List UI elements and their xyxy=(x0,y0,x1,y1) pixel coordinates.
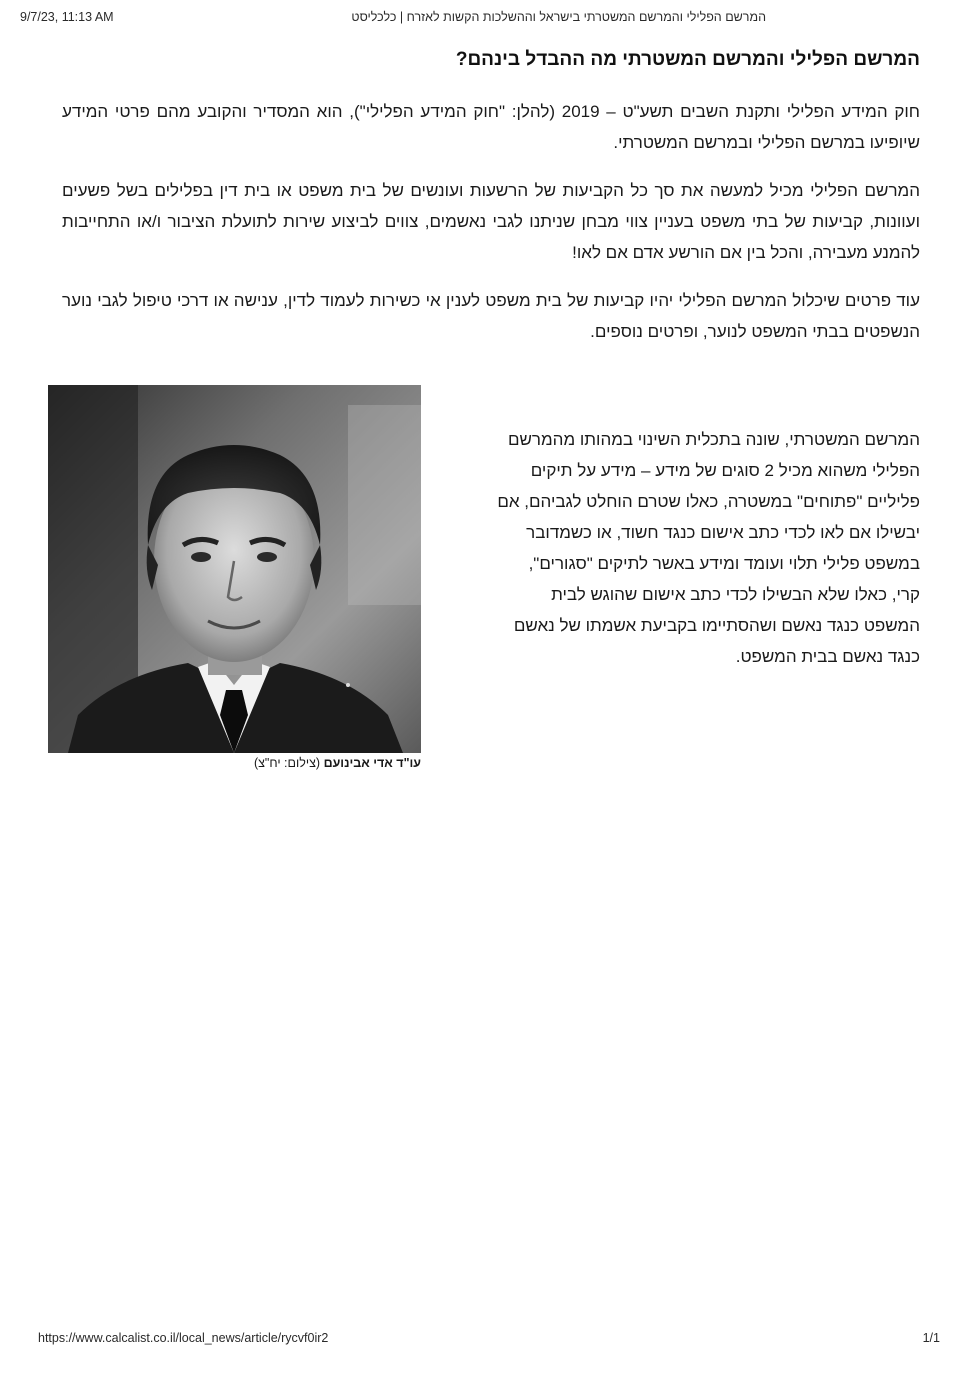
print-header xyxy=(0,10,964,28)
caption-credit: (צילום: יח"צ) xyxy=(253,756,321,770)
paragraph-line: פליליים "פתוחים" במשטרה, כאלו שטרם הוחלט לגביהם, אם xyxy=(497,492,920,511)
print-datetime: 9/7/23, 11:13 AM xyxy=(20,10,114,24)
print-page-title: המרשם הפלילי והמרשם המשטרתי בישראל וההשלכות הקשות לאזרח | כלכליסט xyxy=(351,10,766,24)
paragraph-line: המרשם המשטרתי, שונה בתכלית השינוי במהותו מהמרשם xyxy=(507,430,920,449)
print-url: https://www.calcalist.co.il/local_news/article/rycvf0ir2 xyxy=(38,1331,329,1345)
caption-name: עו"ד אדי אבינועם xyxy=(323,756,421,770)
print-page-number: 1/1 xyxy=(922,1331,940,1345)
paragraph-line: כנגד נאשם בבית המשפט. xyxy=(735,647,920,666)
paragraph-line: במשפט פלילי תלוי ועומד ומידע באשר לתיקים "סגורים", xyxy=(528,554,920,573)
article-paragraph: חוק המידע הפלילי ותקנת השבים תשע"ט – 2019 (להלן: "חוק המידע הפלילי"), הוא המסדיר והקובע מהם פרטי המידע שיופיעו במרשם הפלילי ובמרשם המשטרתי. xyxy=(62,102,920,152)
article-paragraph: עוד פרטים שיכלול המרשם הפלילי יהיו קביעות של בית משפט לענין אי כשירות לעמוד לדין, ענישה או דרכי טיפול לגבי נוער הנשפטים בבתי המשפט לנוער, ופרטים נוספים. xyxy=(62,291,920,341)
paragraph-line: הפלילי משהוא מכיל 2 סוגים של מידע – מידע על תיקים xyxy=(530,461,920,480)
article-paragraph: המרשם הפלילי מכיל למעשה את סך כל הקביעות של הרשעות ועונשים של בית משפט או בית דין בפלילים בשל פשעים ועוונות, קביעות של בתי משפט בעניין צווי מבחן שניתנו לגבי נאשמים, צווים לביצוע שירות לתועלת הציבור ו/או התחייבות להמנע מעבירה, והכל בין אם הורשע אדם אם לאו! xyxy=(62,181,920,262)
paragraph-line: יבשילו אם לאו לכדי כתב אישום כנגד חשוד, או כשמדובר xyxy=(526,523,920,542)
paragraph-line: קרי, כאלו שלא הבשילו לכדי כתב אישום שהוגש לבית xyxy=(551,585,920,604)
article-headline: המרשם הפלילי והמרשם המשטרתי מה ההבדל בינהם? xyxy=(455,49,920,70)
paragraph-line: המשפט כנגד נאשם ושהסתיימו בקביעת אשמתו של נאשם xyxy=(513,616,920,635)
article-side-paragraph xyxy=(440,424,920,672)
article xyxy=(62,46,920,364)
photo-caption xyxy=(48,756,421,770)
portrait-photo xyxy=(48,385,421,753)
article-figure xyxy=(48,385,421,770)
print-footer xyxy=(0,1331,964,1349)
